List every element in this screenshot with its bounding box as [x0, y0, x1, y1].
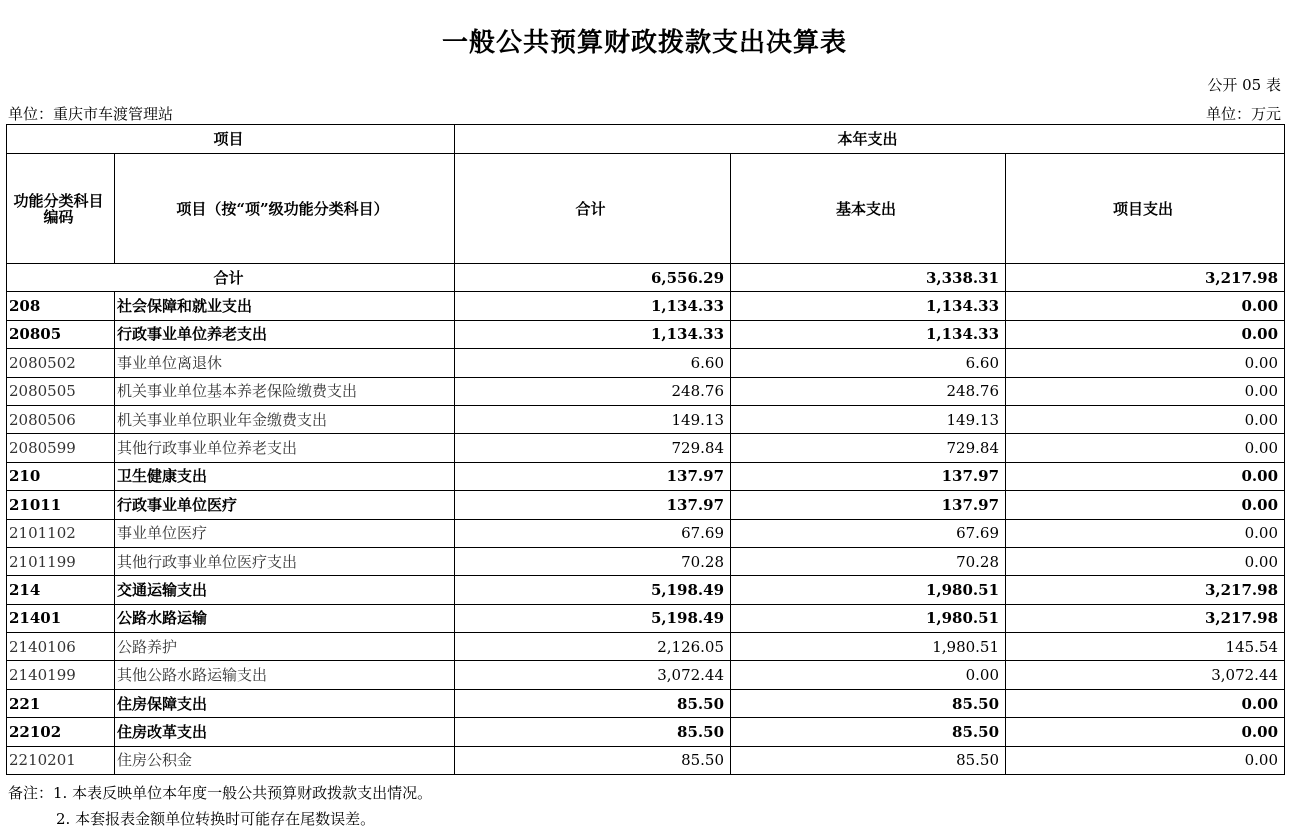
table-row	[7, 462, 1285, 490]
table-row	[7, 604, 1285, 632]
total-program: 3,217.98	[1006, 264, 1285, 292]
row-code: 2140199	[7, 661, 115, 689]
row-code: 208	[7, 292, 115, 320]
row-code: 22102	[7, 718, 115, 746]
row-total: 6.60	[455, 349, 731, 377]
header-program: 项目支出	[1006, 154, 1285, 264]
row-program: 0.00	[1006, 547, 1285, 575]
row-basic: 137.97	[731, 462, 1006, 490]
row-total: 2,126.05	[455, 633, 731, 661]
note-2: 2. 本套报表金额单位转换时可能存在尾数误差。	[56, 810, 376, 828]
table-row	[7, 718, 1285, 746]
row-program: 0.00	[1006, 462, 1285, 490]
row-name: 其他行政事业单位养老支出	[115, 434, 455, 462]
row-total: 149.13	[455, 405, 731, 433]
row-basic: 248.76	[731, 377, 1006, 405]
row-code: 2080502	[7, 349, 115, 377]
row-total: 729.84	[455, 434, 731, 462]
row-code: 21011	[7, 491, 115, 519]
row-total: 248.76	[455, 377, 731, 405]
row-program: 3,072.44	[1006, 661, 1285, 689]
row-program: 0.00	[1006, 377, 1285, 405]
row-program: 0.00	[1006, 349, 1285, 377]
row-total: 5,198.49	[455, 604, 731, 632]
row-code: 2210201	[7, 746, 115, 774]
header-project: 项目	[7, 125, 455, 154]
row-program: 0.00	[1006, 519, 1285, 547]
row-program: 0.00	[1006, 491, 1285, 519]
row-name: 机关事业单位职业年金缴费支出	[115, 405, 455, 433]
table-row	[7, 292, 1285, 320]
row-name: 住房保障支出	[115, 689, 455, 717]
row-basic: 729.84	[731, 434, 1006, 462]
table-row	[7, 434, 1285, 462]
table-row	[7, 661, 1285, 689]
row-basic: 70.28	[731, 547, 1006, 575]
row-code: 2140106	[7, 633, 115, 661]
row-name: 行政事业单位医疗	[115, 491, 455, 519]
row-code: 2080505	[7, 377, 115, 405]
table-row	[7, 576, 1285, 604]
row-basic: 1,134.33	[731, 292, 1006, 320]
header-total: 合计	[455, 154, 731, 264]
total-sum: 6,556.29	[455, 264, 731, 292]
row-basic: 1,980.51	[731, 633, 1006, 661]
row-code: 210	[7, 462, 115, 490]
row-name: 机关事业单位基本养老保险缴费支出	[115, 377, 455, 405]
row-program: 0.00	[1006, 718, 1285, 746]
row-program: 0.00	[1006, 320, 1285, 348]
row-basic: 1,980.51	[731, 576, 1006, 604]
row-total: 1,134.33	[455, 292, 731, 320]
row-program: 0.00	[1006, 434, 1285, 462]
row-name: 行政事业单位养老支出	[115, 320, 455, 348]
row-code: 2080506	[7, 405, 115, 433]
table-row	[7, 547, 1285, 575]
table-row	[7, 633, 1285, 661]
note-1: 备注：1. 本表反映单位本年度一般公共预算财政拨款支出情况。	[8, 784, 433, 802]
row-total: 85.50	[455, 718, 731, 746]
row-total: 67.69	[455, 519, 731, 547]
row-program: 0.00	[1006, 689, 1285, 717]
row-code: 214	[7, 576, 115, 604]
row-program: 0.00	[1006, 292, 1285, 320]
table-row	[7, 519, 1285, 547]
row-basic: 137.97	[731, 491, 1006, 519]
row-name: 卫生健康支出	[115, 462, 455, 490]
row-basic: 1,980.51	[731, 604, 1006, 632]
row-code: 21401	[7, 604, 115, 632]
row-basic: 0.00	[731, 661, 1006, 689]
row-code: 20805	[7, 320, 115, 348]
form-number: 公开 05 表	[1207, 76, 1281, 94]
expenditure-table	[6, 124, 1285, 775]
header-code: 功能分类科目编码	[7, 154, 115, 264]
row-name: 公路养护	[115, 633, 455, 661]
row-program: 145.54	[1006, 633, 1285, 661]
table-row	[7, 491, 1285, 519]
row-total: 85.50	[455, 746, 731, 774]
row-total: 85.50	[455, 689, 731, 717]
row-name: 其他公路水路运输支出	[115, 661, 455, 689]
header-this-year: 本年支出	[455, 125, 1285, 154]
row-name: 住房改革支出	[115, 718, 455, 746]
total-basic: 3,338.31	[731, 264, 1006, 292]
total-row	[7, 264, 1285, 292]
row-total: 70.28	[455, 547, 731, 575]
header-name: 项目（按“项”级功能分类科目）	[115, 154, 455, 264]
row-program: 3,217.98	[1006, 576, 1285, 604]
row-code: 2080599	[7, 434, 115, 462]
row-basic: 85.50	[731, 689, 1006, 717]
row-basic: 85.50	[731, 718, 1006, 746]
total-label: 合计	[7, 264, 455, 292]
table-row	[7, 349, 1285, 377]
row-name: 交通运输支出	[115, 576, 455, 604]
row-name: 社会保障和就业支出	[115, 292, 455, 320]
row-code: 221	[7, 689, 115, 717]
table-row	[7, 689, 1285, 717]
notes	[8, 780, 432, 832]
row-total: 1,134.33	[455, 320, 731, 348]
row-basic: 149.13	[731, 405, 1006, 433]
row-name: 公路水路运输	[115, 604, 455, 632]
row-name: 其他行政事业单位医疗支出	[115, 547, 455, 575]
row-basic: 6.60	[731, 349, 1006, 377]
row-basic: 67.69	[731, 519, 1006, 547]
header-basic: 基本支出	[731, 154, 1006, 264]
reporting-unit: 单位：重庆市车渡管理站	[8, 105, 174, 123]
row-program: 0.00	[1006, 405, 1285, 433]
row-program: 0.00	[1006, 746, 1285, 774]
row-total: 3,072.44	[455, 661, 731, 689]
row-program: 3,217.98	[1006, 604, 1285, 632]
row-name: 住房公积金	[115, 746, 455, 774]
row-basic: 1,134.33	[731, 320, 1006, 348]
row-total: 5,198.49	[455, 576, 731, 604]
table-row	[7, 320, 1285, 348]
row-name: 事业单位离退休	[115, 349, 455, 377]
table-row	[7, 377, 1285, 405]
page-title: 一般公共预算财政拨款支出决算表	[441, 28, 847, 58]
table-row	[7, 746, 1285, 774]
row-basic: 85.50	[731, 746, 1006, 774]
row-code: 2101199	[7, 547, 115, 575]
row-code: 2101102	[7, 519, 115, 547]
table-row	[7, 405, 1285, 433]
row-name: 事业单位医疗	[115, 519, 455, 547]
row-total: 137.97	[455, 462, 731, 490]
currency-unit: 单位：万元	[1205, 105, 1281, 123]
row-total: 137.97	[455, 491, 731, 519]
